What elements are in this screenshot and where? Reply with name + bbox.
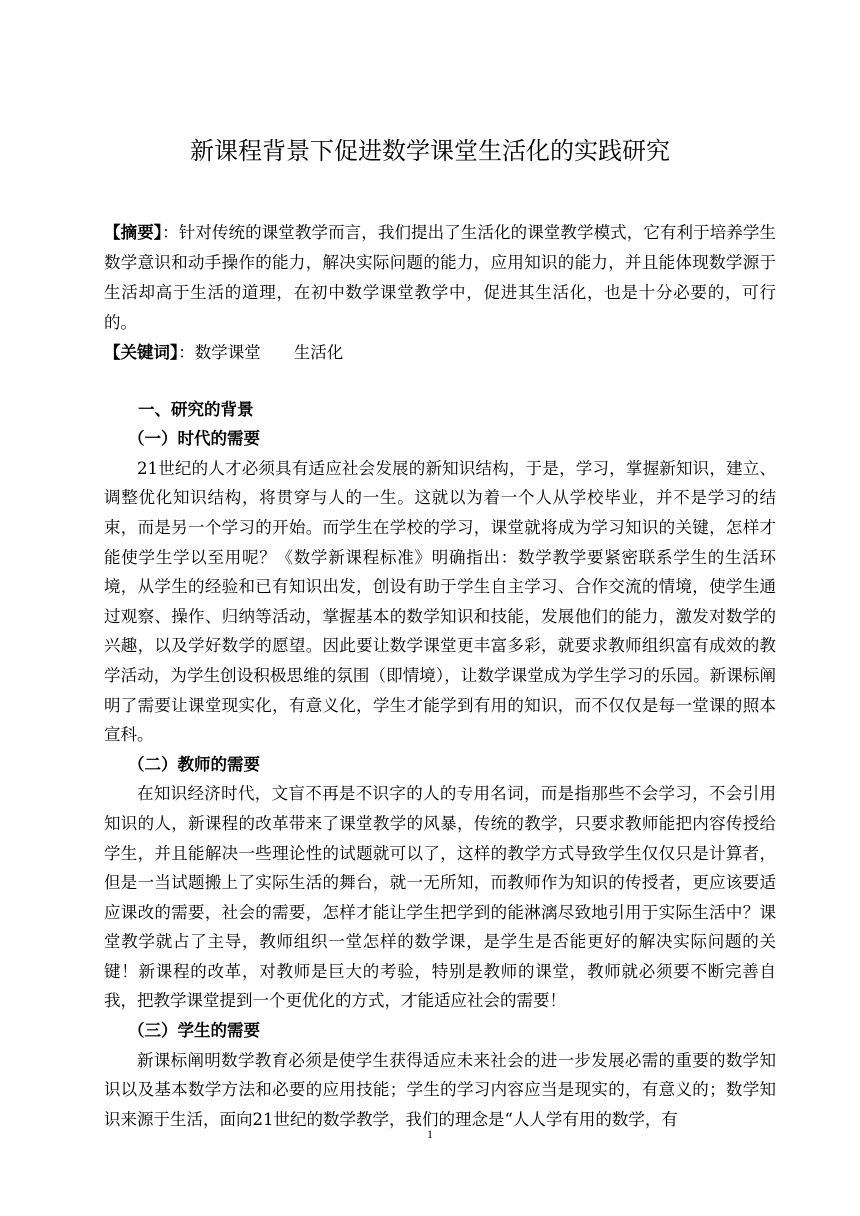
subsection-heading-3: （三）学生的需要	[128, 1021, 260, 1041]
paragraph-1: 21世纪的人才必须具有适应社会发展的新知识结构，于是，学习，掌握新知识，建立、调整优化知识结构，将贯穿与人的一生。这就以为着一个人从学校毕业，并不是学习的结束，而是另一个学习的开始。而学生在学校的学习，课堂就将成为学习知识的关键，怎样才能使学生学以至用呢？《数学新课程标准》明确指出：数学教学要紧密联系学生的生活环境，从学生的经验和已有知识出发，创设有助于学生自主学习、合作交流的情境，使学生通过观察、操作、归纳等活动，掌握基本的数学知识和技能，发展他们的能力，激发对数学的兴趣，以及学好数学的愿望。因此要让数学课堂更丰富多彩，就要求教师组织富有成效的教学活动，为学生创设积极思维的氛围（即情境），让数学课堂成为学生学习的乐园。新课标阐明了需要让课堂现实化，有意义化，学生才能学到有用的知识，而不仅仅是每一堂课的照本宣科。	[104, 458, 776, 745]
keywords-text: ：数学课堂 生活化	[178, 343, 344, 362]
section-heading: 一、研究的背景	[138, 399, 254, 419]
keywords	[104, 338, 776, 368]
keywords-label: 【关键词】	[104, 343, 179, 362]
page-number: 1	[427, 1127, 433, 1141]
document-body	[104, 218, 776, 1134]
abstract-text: ：针对传统的课堂教学而言，我们提出了生活化的课堂教学模式，它有利于培养学生数学意识和动手操作的能力，解决实际问题的能力，应用知识的能力，并且能体现数学源于生活却高于生活的道理，在初中数学课堂教学中，促进其生活化，也是十分必要的，可行的。	[104, 223, 776, 332]
subsection-heading-1: （一）时代的需要	[128, 429, 260, 449]
subsection-heading-2: （二）教师的需要	[128, 754, 260, 774]
abstract-label: 【摘要】	[104, 223, 163, 242]
paragraph-2: 在知识经济时代，文盲不再是不识字的人的专用名词，而是指那些不会学习，不会引用知识的人，新课程的改革带来了课堂教学的风暴，传统的教学，只要求教师能把内容传授给学生，并且能解决一些理论性的试题就可以了，这样的教学方式导致学生仅仅只是计算者，但是一当试题搬上了实际生活的舞台，就一无所知，而教师作为知识的传授者，更应该要适应课改的需要，社会的需要，怎样才能让学生把学到的能淋漓尽致地引用于实际生活中？课堂教学就占了主导，教师组织一堂怎样的数学课，是学生是否能更好的解决实际问题的关键！新课程的改革，对教师是巨大的考验，特别是教师的课堂，教师就必须要不断完善自我，把教学课堂提到一个更优化的方式，才能适应社会的需要！	[104, 784, 776, 1011]
paragraph-3: 新课标阐明数学教育必须是使学生获得适应未来社会的进一步发展必需的重要的数学知识以及基本数学方法和必要的应用技能；学生的学习内容应当是现实的，有意义的；数学知识来源于生活，面向21世纪的数学教学，我们的理念是“人人学有用的数学，有	[104, 1050, 776, 1129]
document-title: 新课程背景下促进数学课堂生活化的实践研究	[190, 137, 670, 165]
abstract	[104, 218, 776, 338]
